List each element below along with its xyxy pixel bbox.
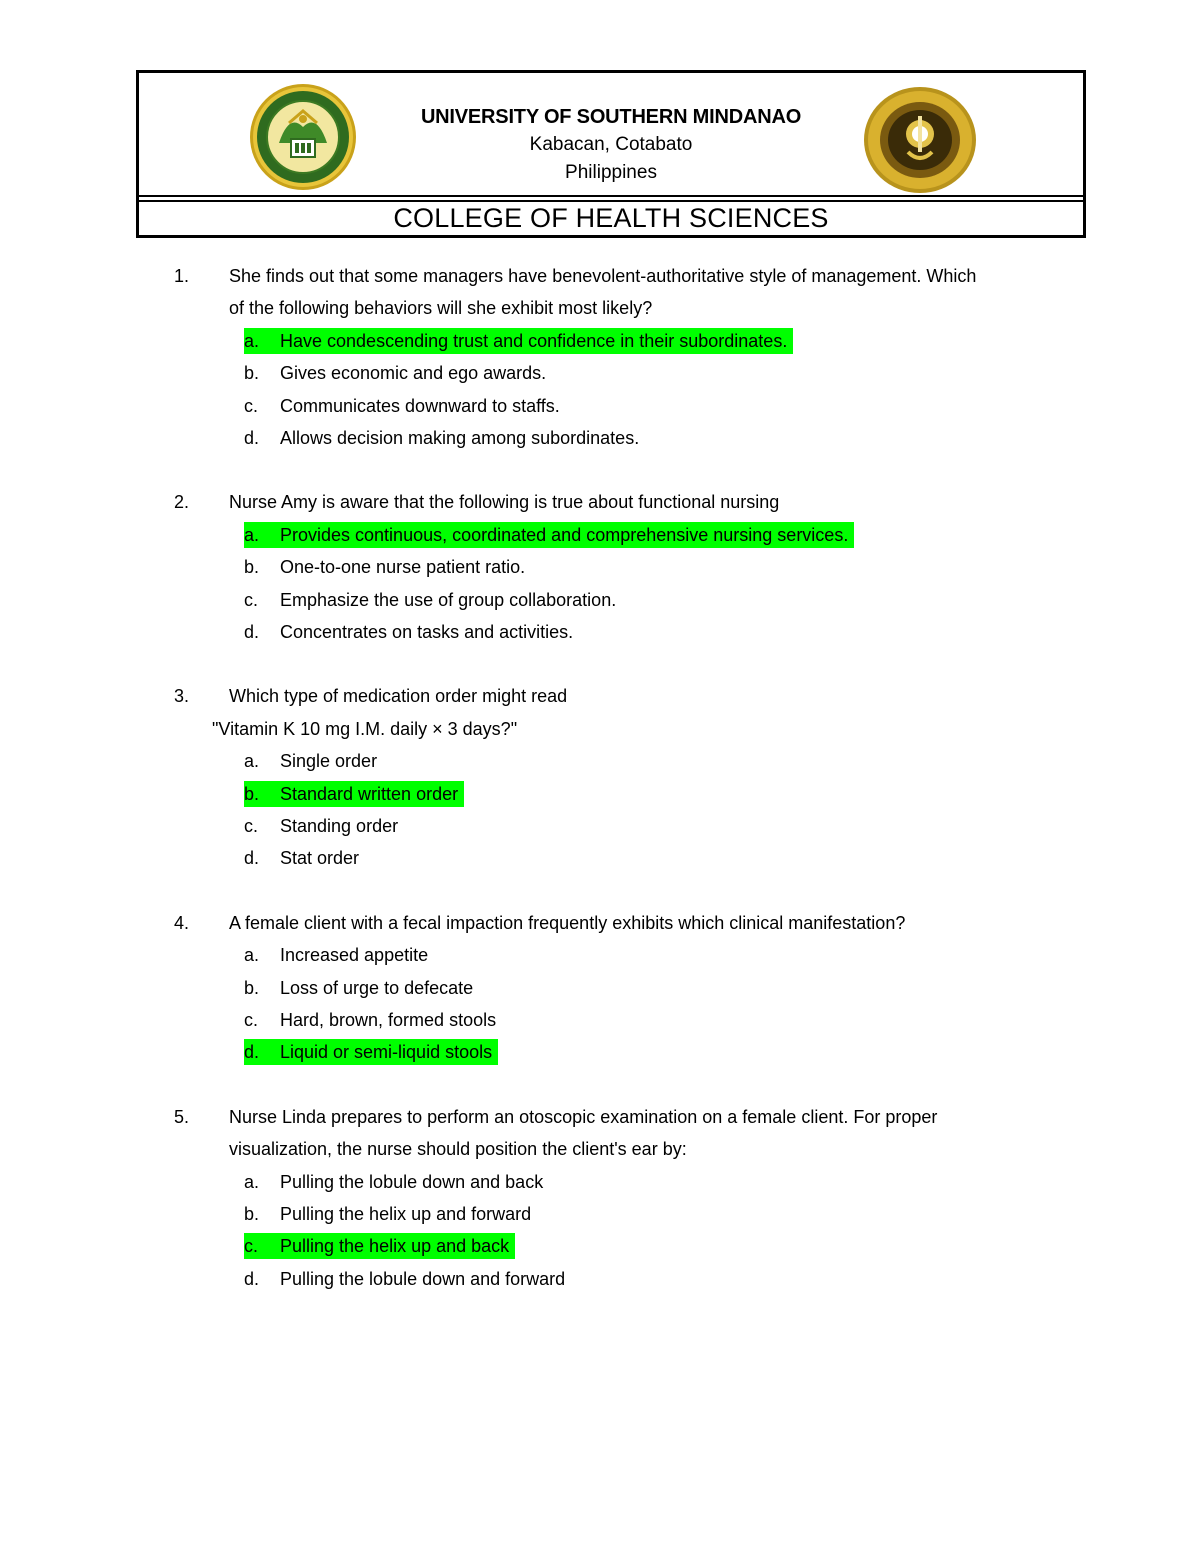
answer-option-content xyxy=(244,1007,502,1033)
answer-option xyxy=(0,422,1200,454)
question-item xyxy=(0,907,1200,1069)
question-text-line xyxy=(0,907,1200,939)
question-text: A female client with a fecal impaction frequently exhibits which clinical manifestation? xyxy=(229,912,906,933)
option-letter: a. xyxy=(244,751,260,772)
answer-option xyxy=(0,519,1200,551)
option-text: Loss of urge to defecate xyxy=(280,977,474,998)
question-text: of the following behaviors will she exhibit most likely? xyxy=(229,298,653,319)
answer-option xyxy=(0,551,1200,583)
answer-option xyxy=(0,325,1200,357)
answer-option xyxy=(0,357,1200,389)
answer-option-content xyxy=(244,813,404,839)
answer-option xyxy=(0,1166,1200,1198)
answer-option-content xyxy=(244,975,479,1001)
answer-option-content xyxy=(244,748,383,774)
university-city: Kabacan, Cotabato xyxy=(529,134,693,155)
question-number: 4. xyxy=(174,912,190,933)
question-list xyxy=(0,260,1200,1327)
answer-option xyxy=(0,1198,1200,1230)
option-text: Increased appetite xyxy=(280,945,429,966)
answer-option xyxy=(0,1036,1200,1068)
option-letter: c. xyxy=(244,1009,259,1030)
option-letter: d. xyxy=(244,1042,260,1063)
option-letter: d. xyxy=(244,1268,260,1289)
question-number: 2. xyxy=(174,492,190,513)
option-text: Standard written order xyxy=(280,783,459,804)
answer-option-content xyxy=(244,393,566,419)
correct-answer-highlight xyxy=(244,781,464,807)
answer-option xyxy=(0,745,1200,777)
option-text: Single order xyxy=(280,751,378,772)
option-letter: b. xyxy=(244,1203,260,1224)
answer-option xyxy=(0,584,1200,616)
college-title: COLLEGE OF HEALTH SCIENCES xyxy=(393,203,829,233)
question-text-line xyxy=(0,680,1200,712)
answer-option-content xyxy=(244,587,622,613)
header-top-section xyxy=(139,73,1083,197)
answer-option xyxy=(0,616,1200,648)
option-letter: b. xyxy=(244,363,260,384)
option-letter: b. xyxy=(244,557,260,578)
option-text: Liquid or semi-liquid stools xyxy=(280,1042,493,1063)
question-text: Nurse Amy is aware that the following is true about functional nursing xyxy=(229,492,780,513)
answer-option xyxy=(0,972,1200,1004)
college-seal-logo xyxy=(863,86,977,194)
question-number: 5. xyxy=(174,1106,190,1127)
answer-option-content xyxy=(244,942,434,968)
question-text-line xyxy=(0,292,1200,324)
answer-option xyxy=(0,810,1200,842)
correct-answer-highlight xyxy=(244,328,793,354)
answer-option xyxy=(0,778,1200,810)
question-text: She finds out that some managers have benevolent-authoritative style of management. Which xyxy=(229,266,977,286)
answer-option-content xyxy=(244,619,579,645)
correct-answer-highlight xyxy=(244,1233,515,1259)
document-header xyxy=(136,70,1086,238)
question-item xyxy=(0,680,1200,874)
option-text: Emphasize the use of group collaboration. xyxy=(280,589,617,610)
option-text: Pulling the lobule down and forward xyxy=(280,1268,566,1289)
answer-option-content xyxy=(244,1266,571,1292)
option-letter: c. xyxy=(244,1236,259,1257)
option-text: Allows decision making among subordinates. xyxy=(280,427,640,448)
correct-answer-highlight xyxy=(244,1039,498,1065)
option-text: Pulling the lobule down and back xyxy=(280,1171,544,1192)
question-item xyxy=(0,260,1200,454)
question-number: 1. xyxy=(174,266,190,286)
option-text: Pulling the helix up and forward xyxy=(280,1203,532,1224)
option-letter: a. xyxy=(244,524,260,545)
answer-option-content xyxy=(244,845,365,871)
answer-option-content xyxy=(244,360,552,386)
answer-option xyxy=(0,1230,1200,1262)
question-text: visualization, the nurse should position the client's ear by: xyxy=(229,1139,687,1160)
question-item xyxy=(0,486,1200,648)
answer-option-content xyxy=(244,425,645,451)
question-text: Nurse Linda prepares to perform an otoscopic examination on a female client. For proper xyxy=(229,1106,938,1127)
option-letter: a. xyxy=(244,330,260,351)
option-letter: c. xyxy=(244,589,259,610)
correct-answer-highlight xyxy=(244,522,854,548)
question-item xyxy=(0,1101,1200,1295)
answer-option-content xyxy=(244,1169,549,1195)
option-text: Have condescending trust and confidence in their subordinates. xyxy=(280,330,788,351)
question-text-line xyxy=(0,486,1200,518)
option-text: Communicates downward to staffs. xyxy=(280,395,560,416)
option-letter: a. xyxy=(244,1171,260,1192)
option-text: Provides continuous, coordinated and comprehensive nursing services. xyxy=(280,524,849,545)
question-text-line xyxy=(0,1133,1200,1165)
option-letter: d. xyxy=(244,848,260,869)
university-name: UNIVERSITY OF SOUTHERN MINDANAO xyxy=(420,106,802,128)
option-letter: b. xyxy=(244,977,260,998)
question-text-line xyxy=(0,1101,1200,1133)
option-letter: b. xyxy=(244,783,260,804)
question-number: 3. xyxy=(174,686,190,707)
answer-option xyxy=(0,1263,1200,1295)
university-country: Philippines xyxy=(565,162,657,183)
answer-option xyxy=(0,1004,1200,1036)
option-letter: d. xyxy=(244,427,260,448)
option-text: Standing order xyxy=(280,815,399,836)
header-bottom-section xyxy=(139,202,1083,235)
option-text: Stat order xyxy=(280,848,360,869)
question-quote: "Vitamin K 10 mg I.M. daily × 3 days?" xyxy=(212,718,518,739)
question-text-line xyxy=(0,260,1200,292)
question-text: Which type of medication order might read xyxy=(229,686,568,707)
option-letter: a. xyxy=(244,945,260,966)
answer-option-content xyxy=(244,554,531,580)
option-text: Hard, brown, formed stools xyxy=(280,1009,497,1030)
option-letter: c. xyxy=(244,815,259,836)
answer-option xyxy=(0,939,1200,971)
answer-option-content xyxy=(244,1201,537,1227)
option-letter: c. xyxy=(244,395,259,416)
option-letter: d. xyxy=(244,621,260,642)
option-text: Pulling the helix up and back xyxy=(280,1236,510,1257)
answer-option xyxy=(0,842,1200,874)
answer-option xyxy=(0,390,1200,422)
option-text: One-to-one nurse patient ratio. xyxy=(280,557,526,578)
option-text: Concentrates on tasks and activities. xyxy=(280,621,574,642)
option-text: Gives economic and ego awards. xyxy=(280,363,547,384)
